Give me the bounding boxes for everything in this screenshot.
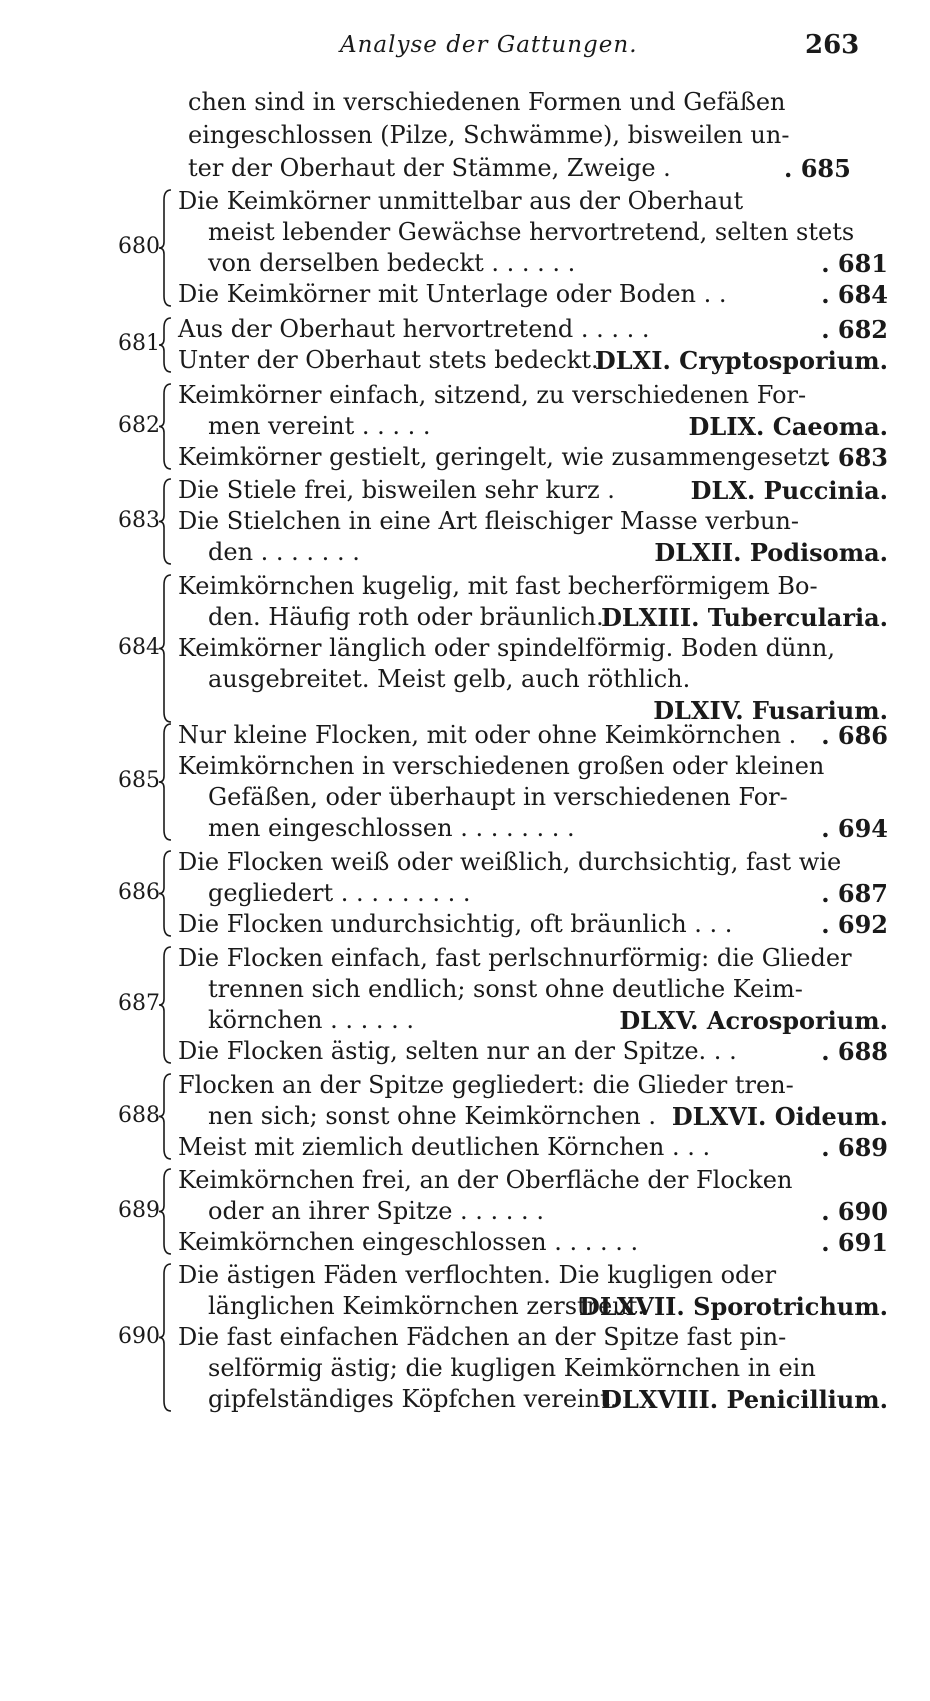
line-text: Die Stiele frei, bisweilen sehr kurz . (178, 476, 615, 504)
cross-reference: . 687 (821, 879, 888, 908)
curly-brace-icon (158, 847, 174, 940)
genus-name: DLXIII. Tubercularia. (601, 603, 888, 632)
line-text: Keimkörnchen kugelig, mit fast becherförmigem Bo- (178, 572, 818, 600)
cross-reference: . 689 (821, 1133, 888, 1162)
text-line (178, 537, 888, 568)
genus-name: DLXV. Acrosporium. (619, 1006, 888, 1035)
couplet-number: 683 (118, 507, 160, 533)
genus-name: DLXI. Cryptosporium. (594, 346, 888, 375)
couplet-body (178, 380, 888, 473)
couplet-number: 681 (118, 331, 160, 356)
text-line (178, 1070, 888, 1101)
couplet-body (178, 847, 888, 940)
line-text: Die Flocken weiß oder weißlich, durchsichtig, fast wie (178, 848, 842, 876)
couplet-number: 680 (118, 234, 160, 259)
line-text: Die ästigen Fäden verflochten. Die kugligen oder (178, 1261, 777, 1289)
text-line (178, 1384, 888, 1415)
curly-brace-icon (158, 720, 174, 844)
cross-reference: . 686 (821, 721, 888, 750)
cross-reference: . 692 (821, 910, 888, 939)
curly-brace-icon (158, 475, 174, 568)
cross-reference: . 694 (821, 814, 888, 843)
text-line (178, 345, 888, 376)
cross-reference: . 685 (784, 154, 851, 183)
cross-reference: . 682 (821, 315, 888, 344)
line-text: Keimkörnchen eingeschlossen . . . . . . (178, 1228, 639, 1256)
cross-reference: . 683 (821, 443, 888, 472)
text-line (178, 720, 888, 751)
text-line (178, 1291, 888, 1322)
couplet-number: 689 (118, 1197, 160, 1223)
couplet-number: 688 (118, 1102, 160, 1128)
genus-name: DLXII. Podisoma. (654, 538, 888, 567)
line-text: länglichen Keimkörnchen zerstreut. (208, 1292, 646, 1320)
text-line (178, 442, 888, 473)
couplet-number: 685 (118, 768, 160, 793)
line-text: Flocken an der Spitze gegliedert: die Glieder tren- (178, 1071, 794, 1099)
text-line (188, 152, 878, 185)
text-line (178, 1353, 888, 1384)
text-line (178, 633, 888, 664)
genus-name: DLXVIII. Penicillium. (601, 1385, 888, 1414)
line-text: Keimkörner gestielt, geringelt, wie zusammengesetzt (178, 443, 830, 471)
curly-brace-icon (158, 943, 174, 1067)
couplet-body (178, 186, 888, 310)
line-text: ter der Oberhaut der Stämme, Zweige . (188, 154, 671, 182)
text-line (178, 571, 888, 602)
line-text: den . . . . . . . (208, 538, 360, 566)
line-text: Die Keimkörner unmittelbar aus der Oberhaut (178, 187, 744, 215)
line-text: Keimkörner länglich oder spindelförmig. Boden dünn, (178, 634, 835, 662)
genus-name: DLXVII. Sporotrichum. (579, 1292, 888, 1321)
text-line (178, 878, 888, 909)
cross-reference: . 690 (821, 1197, 888, 1226)
line-text: men vereint . . . . . (208, 412, 431, 440)
couplet-body (178, 720, 888, 844)
line-text: Keimkörnchen frei, an der Oberfläche der Flocken (178, 1166, 793, 1194)
genus-name: DLIX. Caeoma. (688, 412, 888, 441)
text-line (178, 186, 888, 217)
text-line (178, 751, 888, 782)
genus-name: DLXIV. Fusarium. (653, 696, 888, 725)
cross-reference: . 691 (821, 1228, 888, 1257)
couplet-number: 684 (118, 634, 160, 660)
text-line (178, 1260, 888, 1291)
line-text: Nur kleine Flocken, mit oder ohne Keimkörnchen . (178, 721, 797, 749)
cross-reference: . 681 (821, 249, 888, 278)
text-line (178, 943, 888, 974)
running-head: Analyse der Gattungen. (340, 32, 638, 58)
couplet-body (178, 314, 888, 376)
genus-name: DLX. Puccinia. (690, 476, 888, 505)
text-line (178, 602, 888, 633)
cross-reference: . 684 (821, 280, 888, 309)
line-text: Die fast einfachen Fädchen an der Spitze fast pin- (178, 1323, 787, 1351)
line-text: von derselben bedeckt . . . . . . (208, 249, 576, 277)
curly-brace-icon (158, 380, 174, 473)
text-line (178, 909, 888, 940)
couplet-body (178, 1260, 888, 1415)
text-line (178, 813, 888, 844)
text-line (178, 1036, 888, 1067)
line-text: nen sich; sonst ohne Keimkörnchen . (208, 1102, 657, 1130)
line-text: Aus der Oberhaut hervortretend . . . . . (178, 315, 650, 343)
couplet-number: 687 (118, 991, 160, 1016)
text-line (178, 1322, 888, 1353)
line-text: Keimkörner einfach, sitzend, zu verschiedenen For- (178, 381, 807, 409)
line-text: den. Häufig roth oder bräunlich. (208, 603, 604, 631)
line-text: selförmig ästig; die kugligen Keimkörnchen in ein (208, 1354, 816, 1382)
couplet-number: 690 (118, 1323, 160, 1349)
line-text: Die Flocken ästig, selten nur an der Spitze. . . (178, 1037, 737, 1065)
line-text: Unter der Oberhaut stets bedeckt. (178, 346, 599, 374)
line-text: gegliedert . . . . . . . . . (208, 879, 471, 907)
line-text: Keimkörnchen in verschiedenen großen oder kleinen (178, 752, 825, 780)
text-line (178, 1196, 888, 1227)
text-line (178, 279, 888, 310)
line-text: meist lebender Gewächse hervortretend, selten stets (208, 218, 855, 246)
page-number: 263 (805, 30, 860, 60)
text-line: chen sind in verschiedenen Formen und Gefäßen (188, 88, 786, 116)
curly-brace-icon (158, 1070, 174, 1163)
text-line (178, 1165, 888, 1196)
line-text: trennen sich endlich; sonst ohne deutliche Keim- (208, 975, 803, 1003)
text-line (178, 217, 888, 248)
text-line: eingeschlossen (Pilze, Schwämme), bisweilen un- (188, 121, 790, 149)
line-text: Meist mit ziemlich deutlichen Körnchen . . . (178, 1133, 711, 1161)
couplet-number: 686 (118, 879, 160, 905)
text-line (178, 1005, 888, 1036)
intro-continuation (188, 86, 878, 185)
line-text: gipfelständiges Köpfchen vereint. (208, 1385, 618, 1413)
line-text: ausgebreitet. Meist gelb, auch röthlich. (208, 665, 691, 693)
line-text: Die Flocken einfach, fast perlschnurförmig: die Glieder (178, 944, 852, 972)
line-text: oder an ihrer Spitze . . . . . . (208, 1197, 544, 1225)
curly-brace-icon (158, 1260, 174, 1415)
curly-brace-icon (158, 314, 174, 376)
line-text: Die Stielchen in eine Art fleischiger Masse verbun- (178, 507, 799, 535)
curly-brace-icon (158, 1165, 174, 1258)
couplet-body (178, 571, 888, 725)
line-text: Die Flocken undurchsichtig, oft bräunlich . . . (178, 910, 733, 938)
text-line (178, 314, 888, 345)
line-text: Die Keimkörner mit Unterlage oder Boden . . (178, 280, 727, 308)
text-line (178, 847, 888, 878)
text-line (178, 506, 888, 537)
text-line (178, 380, 888, 411)
couplet-body (178, 943, 888, 1067)
text-line (178, 782, 888, 813)
genus-name: DLXVI. Oideum. (671, 1102, 888, 1131)
couplet-number: 682 (118, 412, 160, 438)
text-line (178, 1132, 888, 1163)
text-line (178, 411, 888, 442)
couplet-body (178, 1165, 888, 1258)
line-text: Gefäßen, oder überhaupt in verschiedenen For- (208, 783, 788, 811)
text-line (178, 1101, 888, 1132)
text-line (178, 974, 888, 1005)
curly-brace-icon (158, 571, 174, 726)
curly-brace-icon (158, 186, 174, 310)
couplet-body (178, 1070, 888, 1163)
line-text: men eingeschlossen . . . . . . . . (208, 814, 575, 842)
couplet-body (178, 475, 888, 568)
line-text: körnchen . . . . . . (208, 1006, 415, 1034)
text-line (178, 248, 888, 279)
text-line (178, 1227, 888, 1258)
cross-reference: . 688 (821, 1037, 888, 1066)
text-line (178, 475, 888, 506)
text-line (178, 664, 888, 695)
